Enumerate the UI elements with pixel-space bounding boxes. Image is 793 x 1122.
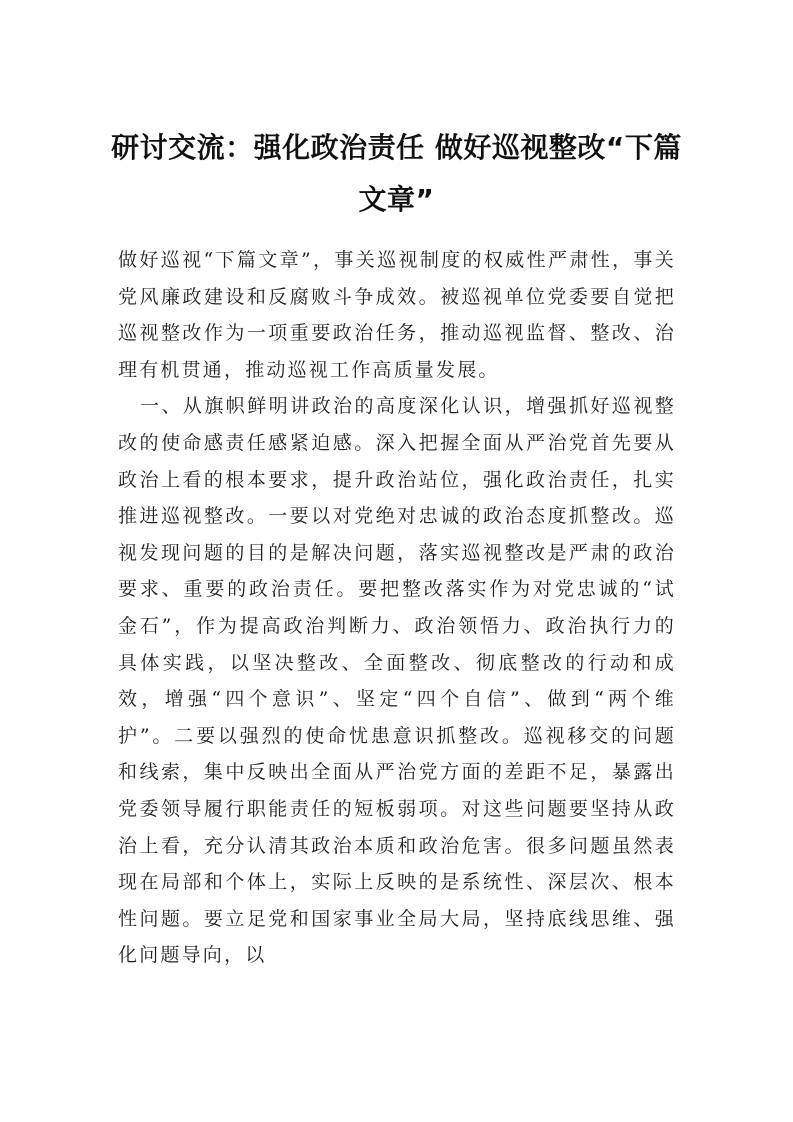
paragraph-intro: 做好巡视“下篇文章”，事关巡视制度的权威性严肃性，事关党风廉政建设和反腐败斗争成效。被巡视单位党委要自觉把巡视整改作为一项重要政治任务，推动巡视监督、整改、治理有机贯通，推动巡视工作高质量发展。 [118, 249, 676, 381]
document-title: 研讨交流：强化政治责任 做好巡视整改“下篇文章” [111, 131, 682, 216]
document-body [118, 242, 676, 974]
paragraph-section-one: 一、从旗帜鲜明讲政治的高度深化认识，增强抓好巡视整改的使命感责任感紧迫感。深入把握全面从严治党首先要从政治上看的根本要求，提升政治站位，强化政治责任，扎实推进巡视整改。一要以对党绝对忠诚的政治态度抓整改。巡视发现问题的目的是解决问题，落实巡视整改是严肃的政治要求、重要的政治责任。要把整改落实作为对党忠诚的“试金石”，作为提高政治判断力、政治领悟力、政治执行力的具体实践，以坚决整改、全面整改、彻底整改的行动和成效，增强“四个意识”、坚定“四个自信”、做到“两个维护”。二要以强烈的使命忧患意识抓整改。巡视移交的问题和线索，集中反映出全面从严治党方面的差距不足，暴露出党委领导履行职能责任的短板弱项。对这些问题要坚持从政治上看，充分认清其政治本质和政治危害。很多问题虽然表现在局部和个体上，实际上反映的是系统性、深层次、根本性问题。要立足党和国家事业全局大局，坚持底线思维、强化问题导向，以 [118, 395, 676, 967]
